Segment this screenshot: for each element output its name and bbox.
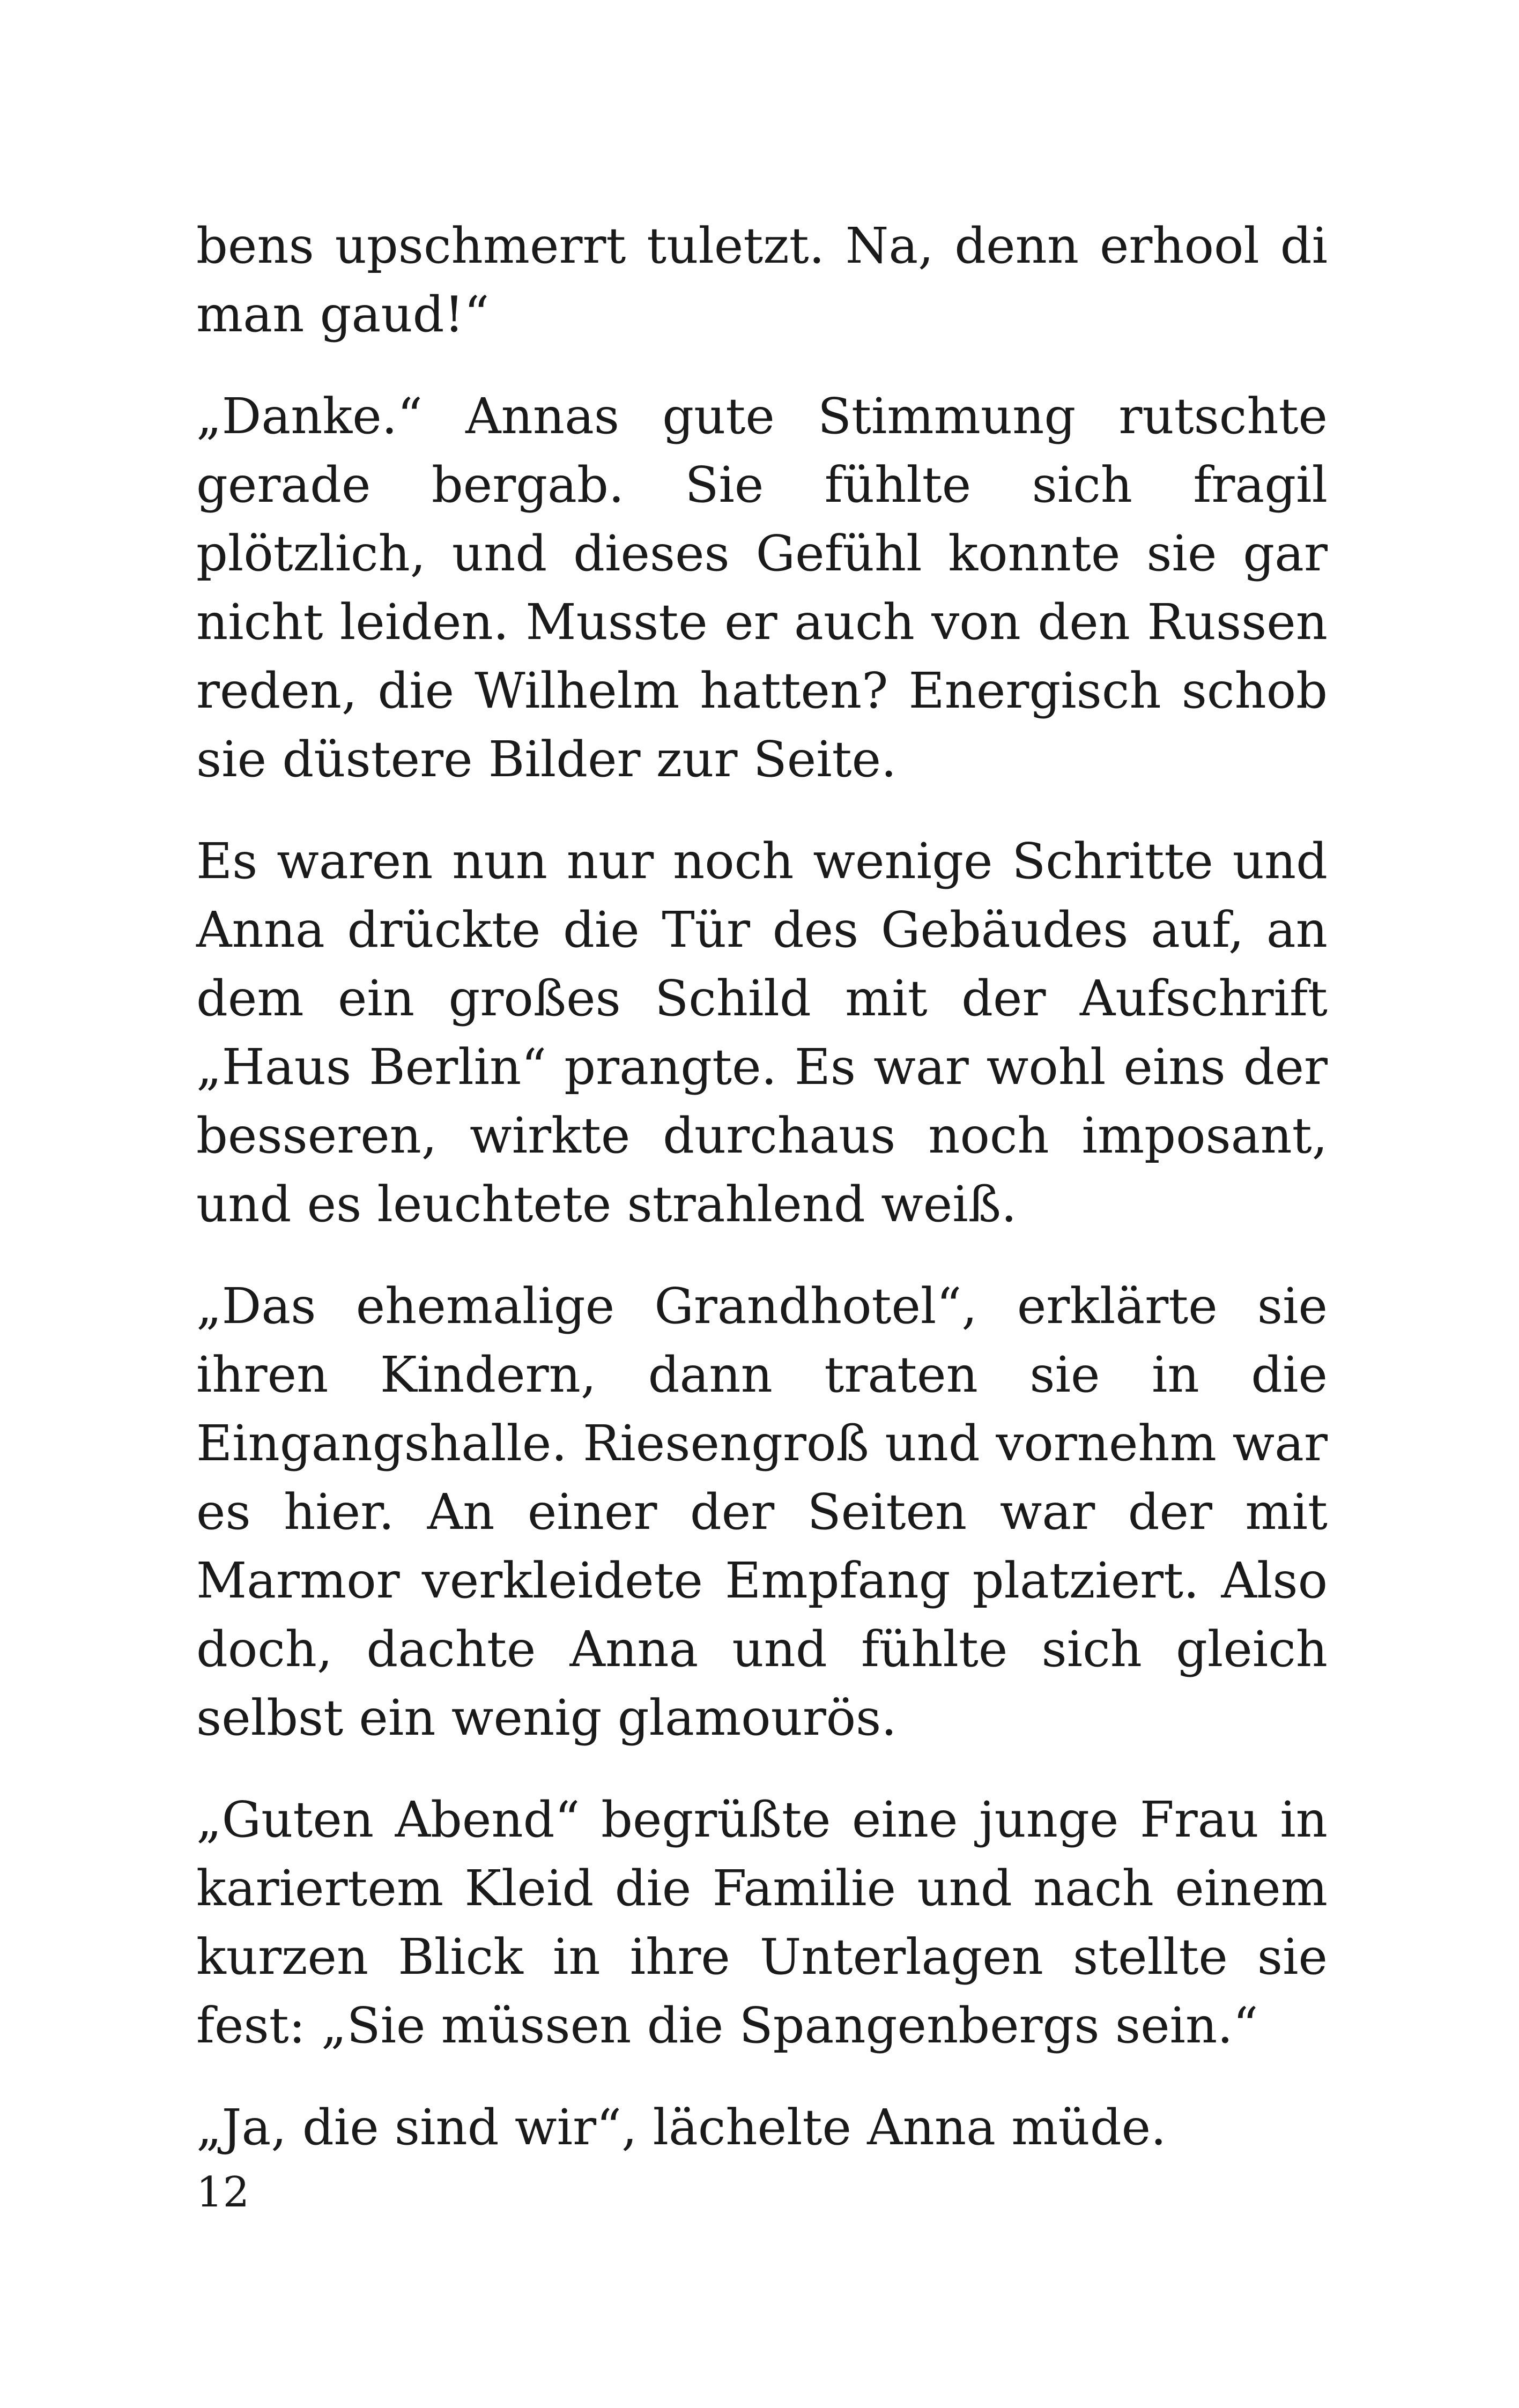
paragraph-3: Es waren nun nur noch wenige Schritte und Anna drückte die Tür des Gebäudes auf, an dem ein großes Schild mit der Aufschrift „Haus Berlin“ prangte. Es war wohl eins der besseren, wirkte durchaus noch imposant, und es leuchtete strahlend weiß.	[196, 833, 1328, 1233]
paragraph-6: „Ja, die sind wir“, lächelte Anna müde.	[196, 2099, 1167, 2156]
paragraph-5: „Guten Abend“ begrüßte eine junge Frau in kariertem Kleid die Familie und nach einem kurzen Blick in ihre Unterlagen stellte sie fest: „Sie müssen die Spangenbergs sein.“	[196, 1791, 1328, 2054]
page-number: 12	[196, 2168, 250, 2217]
paragraph-1: bens upschmerrt tuletzt. Na, denn erhool di man gaud!“	[196, 217, 1328, 343]
paragraph-4: „Das ehemalige Grandhotel“, erklärte sie ihren Kindern, dann traten sie in die Eingangshalle. Riesengroß und vornehm war es hier. An einer der Seiten war der mit Marmor verkleidete Empfang platziert. Also doch, dachte Anna und fühlte sich gleich selbst ein wenig glamourös.	[196, 1277, 1328, 1746]
paragraph-2: „Danke.“ Annas gute Stimmung rutschte gerade bergab. Sie fühlte sich fragil plötzlich, und dieses Gefühl konnte sie gar nicht leiden. Musste er auch von den Russen reden, die Wilhelm hatten? Energisch schob sie düstere Bilder zur Seite.	[196, 388, 1328, 788]
body-text	[196, 212, 1328, 2195]
